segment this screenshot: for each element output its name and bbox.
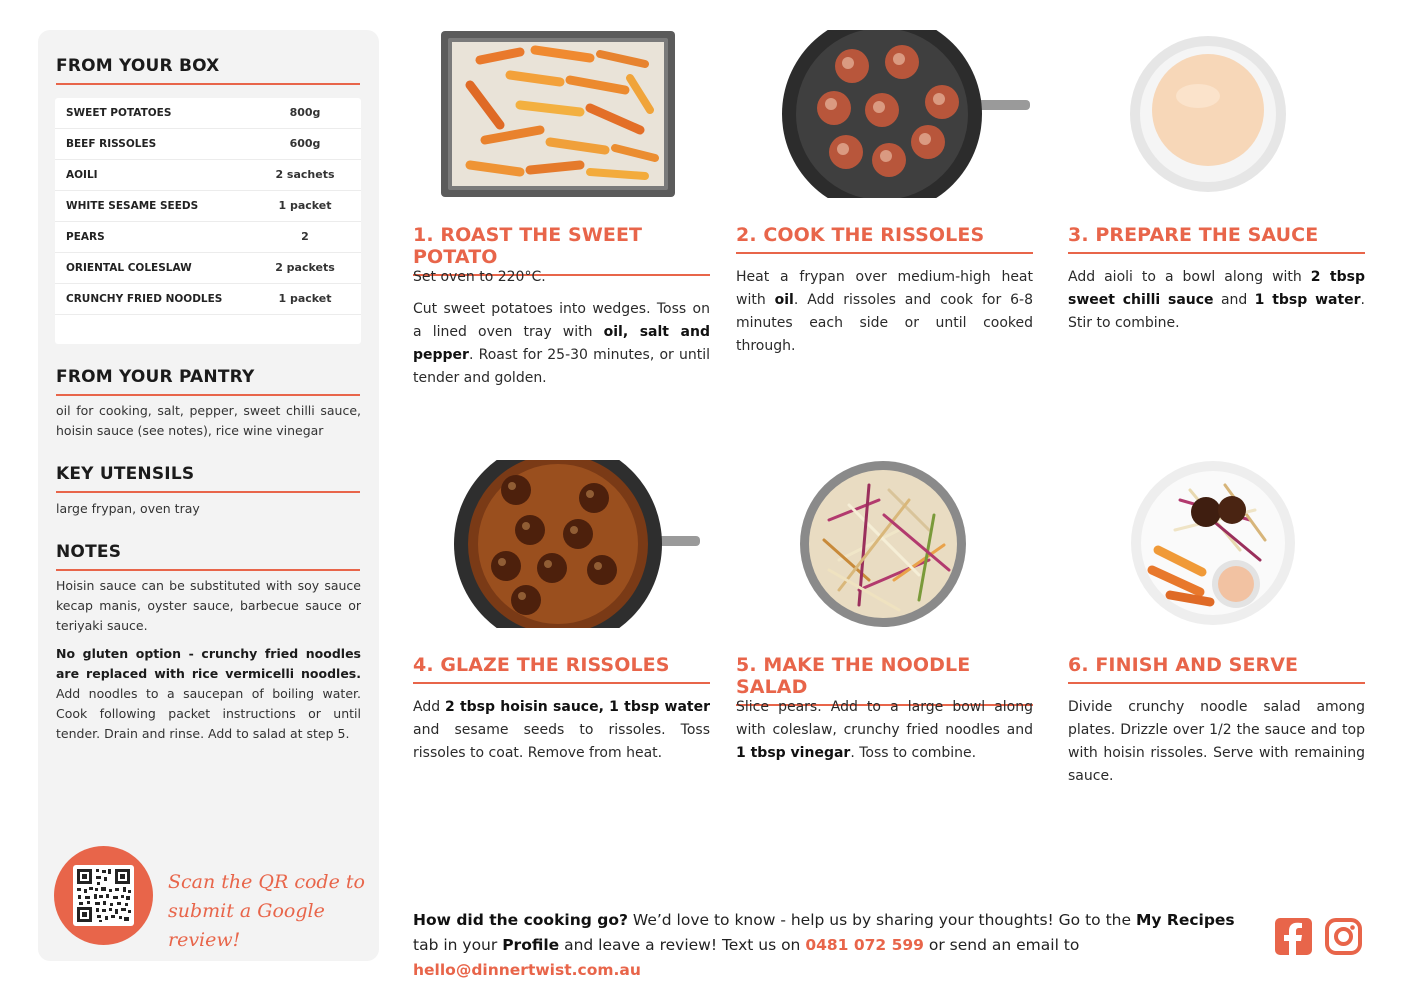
ingredient-qty: 2 packets	[275, 261, 335, 274]
step-6-title: 6. FINISH AND SERVE	[1068, 654, 1365, 684]
qr-badge	[54, 846, 153, 945]
qr-text-line-2: submit a Google review!	[168, 900, 325, 951]
step-5-title: 5. MAKE THE NOODLE SALAD	[736, 654, 1033, 706]
ingredient-qty: 600g	[289, 137, 321, 150]
ingredient-qty: 2 sachets	[275, 168, 335, 181]
ingredient-name: PEARS	[66, 231, 105, 243]
ingredients-table	[55, 98, 361, 344]
text-run: . Stir to combine.	[1068, 292, 1365, 331]
qr-text-line-1: Scan the QR code to	[168, 871, 365, 893]
noodle-salad-photo	[799, 460, 967, 628]
step-3-text	[1068, 266, 1365, 344]
step-5-text	[736, 696, 1033, 774]
text-run: tab in your	[413, 936, 503, 954]
text-run: Heat a frypan over medium-high heat with	[736, 269, 1033, 308]
step-2-text	[736, 266, 1033, 367]
from-your-pantry-title: FROM YOUR PANTRY	[56, 367, 360, 396]
email-link[interactable]: hello@dinnertwist.com.au	[413, 961, 641, 979]
table-row	[55, 129, 361, 160]
bold-run: oil	[774, 292, 794, 308]
prepare-sauce-photo	[1128, 34, 1288, 194]
step-1-title: 1. ROAST THE SWEET POTATO	[413, 224, 710, 276]
phone-link[interactable]: 0481 072 599	[805, 936, 924, 954]
notes-rest-text: Add noodles to a saucepan of boiling water. Cook following packet instructions or until tender. Drain and rinse. Add to salad at step 5.	[56, 686, 361, 741]
text-run: Cut sweet potatoes into wedges. Toss on a lined oven tray with	[413, 301, 710, 340]
text-run: . Roast for 25-30 minutes, or until tender and golden.	[413, 347, 710, 386]
my-recipes-tab-label: My Recipes	[1135, 911, 1235, 929]
ingredient-qty: 800g	[289, 106, 321, 119]
notes-paragraph-2	[56, 644, 361, 744]
feedback-footer	[413, 908, 1258, 983]
glaze-rissoles-photo	[454, 460, 702, 628]
notes-title: NOTES	[56, 542, 360, 571]
step-2-title: 2. COOK THE RISSOLES	[736, 224, 1033, 254]
table-row	[55, 253, 361, 284]
text-run: and leave a review! Text us on	[559, 936, 806, 954]
bold-run: 2 tbsp hoisin sauce, 1 tbsp water	[444, 699, 710, 715]
ingredient-name: ORIENTAL COLESLAW	[66, 262, 192, 274]
text-run: Add aioli to a bowl along with	[1068, 269, 1311, 285]
facebook-icon[interactable]	[1275, 918, 1312, 955]
text-run: Add	[413, 699, 445, 715]
text-run: Divide crunchy noodle salad among plates. Drizzle over 1/2 the sauce and top with hoisin rissoles. Serve with remaining sauce.	[1068, 699, 1365, 784]
text-run: or send an email to	[923, 936, 1080, 954]
table-row	[55, 222, 361, 253]
step-1-text	[413, 266, 710, 399]
finished-dish-photo	[1130, 460, 1296, 626]
ingredients-sidebar	[38, 30, 379, 961]
footer-question: How did the cooking go?	[413, 911, 628, 929]
qr-code-icon[interactable]	[73, 865, 134, 926]
profile-label: Profile	[502, 936, 560, 954]
ingredient-name: AOILI	[66, 169, 98, 181]
text-run: . Add rissoles and cook for 6-8 minutes each side or until cooked through.	[736, 292, 1033, 354]
table-row	[55, 160, 361, 191]
step-1-paragraph-1: Set oven to 220°C.	[413, 269, 546, 285]
step-6-text	[1068, 696, 1365, 797]
text-run: We’d love to know - help us by sharing your thoughts! Go to the	[627, 911, 1136, 929]
roast-sweet-potato-photo	[440, 30, 676, 198]
instagram-icon[interactable]	[1325, 918, 1362, 955]
utensils-text: large frypan, oven tray	[56, 501, 200, 516]
ingredient-name: WHITE SESAME SEEDS	[66, 200, 199, 212]
ingredient-name: CRUNCHY FRIED NOODLES	[66, 293, 223, 305]
ingredient-qty: 1 packet	[278, 199, 332, 212]
qr-review-text	[168, 868, 368, 955]
ingredient-qty: 1 packet	[278, 292, 332, 305]
ingredient-qty: 2	[301, 230, 309, 243]
ingredient-name: BEEF RISSOLES	[66, 138, 157, 150]
bold-run: 1 tbsp water	[1254, 292, 1361, 308]
ingredient-name: SWEET POTATOES	[66, 107, 172, 119]
step-4-title: 4. GLAZE THE RISSOLES	[413, 654, 710, 684]
step-1-paragraph-2	[413, 298, 710, 390]
cook-rissoles-photo	[782, 30, 1032, 198]
key-utensils-title: KEY UTENSILS	[56, 464, 360, 493]
step-3-title: 3. PREPARE THE SAUCE	[1068, 224, 1365, 254]
text-run: . Toss to combine.	[850, 745, 977, 761]
step-4-text	[413, 696, 710, 774]
notes-paragraph-1: Hoisin sauce can be substituted with soy sauce kecap manis, oyster sauce, barbecue sauce or teriyaki sauce.	[56, 578, 361, 633]
bold-run: 1 tbsp vinegar	[736, 745, 851, 761]
notes-bold-text: No gluten option - crunchy fried noodles are replaced with rice vermicelli noodles.	[56, 646, 361, 681]
from-your-box-title: FROM YOUR BOX	[56, 56, 360, 85]
bold-run: 2 tbsp sweet chilli sauce	[1068, 269, 1365, 308]
bold-run: oil, salt and pepper	[413, 324, 710, 363]
text-run: Slice pears. Add to a large bowl along with coleslaw, crunchy fried noodles and	[736, 699, 1033, 738]
table-row	[55, 284, 361, 315]
pantry-text: oil for cooking, salt, pepper, sweet chilli sauce, hoisin sauce (see notes), rice wine vinegar	[56, 403, 361, 438]
text-run: and	[1213, 292, 1255, 308]
text-run: and sesame seeds to rissoles. Toss rissoles to coat. Remove from heat.	[413, 722, 710, 761]
table-row	[55, 191, 361, 222]
table-row	[55, 98, 361, 129]
